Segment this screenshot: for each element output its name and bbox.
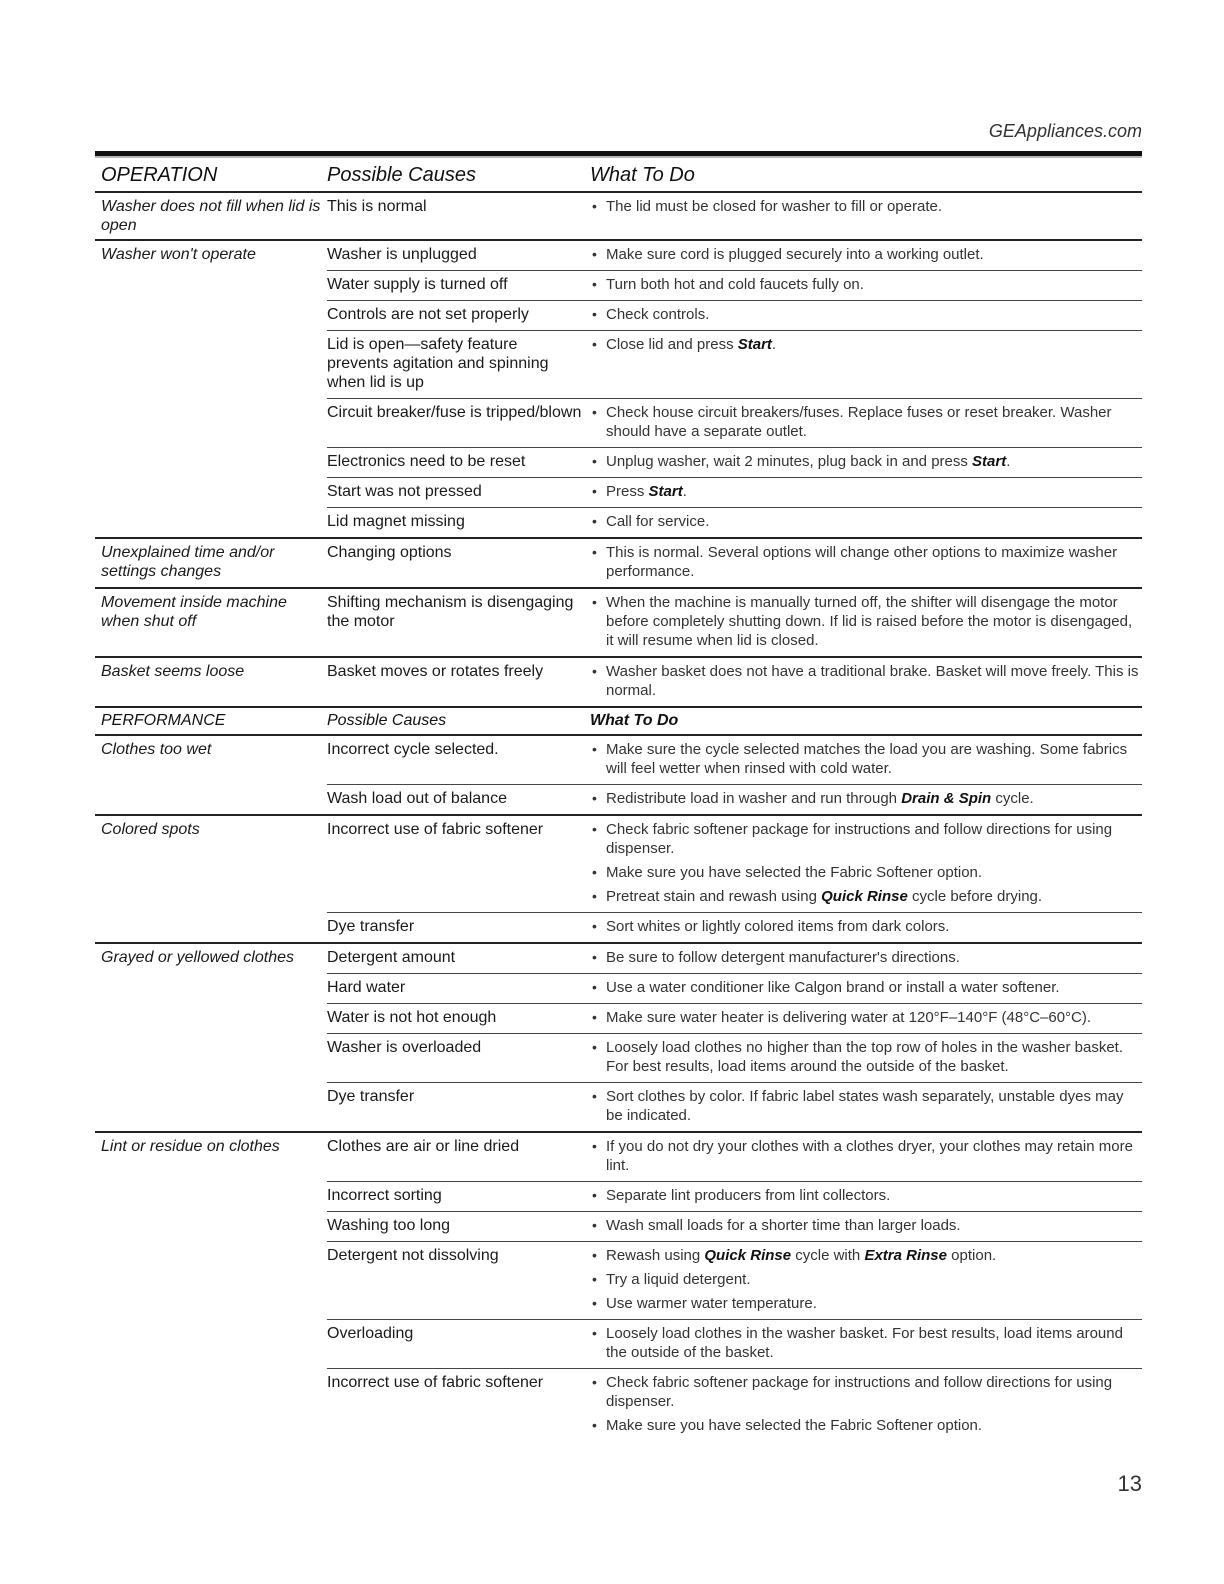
action-text: Make sure cord is plugged securely into a working outlet. (606, 246, 984, 263)
action-text: Try a liquid detergent. (606, 1271, 751, 1288)
table-row (327, 539, 1142, 587)
what-to-do-list (590, 403, 1142, 441)
what-to-do-list (590, 335, 1142, 354)
bullet-icon: • (592, 1374, 597, 1390)
what-to-do-list (590, 543, 1142, 581)
table-row (327, 300, 1142, 330)
possible-cause: Lid is open—safety feature prevents agitation and spinning when lid is up (327, 336, 549, 391)
action-text: Make sure you have selected the Fabric Softener option. (606, 864, 983, 881)
cause-rows (327, 589, 1142, 656)
bullet-icon: • (592, 544, 597, 560)
possible-cause: Hard water (327, 979, 406, 996)
operation-heading: OPERATION (101, 164, 218, 186)
action-text: If you do not dry your clothes with a clothes dryer, your clothes may retain more lint. (606, 1138, 1133, 1174)
bullet-icon: • (592, 453, 597, 469)
bullet-icon: • (592, 404, 597, 420)
cause-rows (327, 241, 1142, 537)
bullet-icon: • (592, 336, 597, 352)
action-text: Make sure water heater is delivering water at 120°F–140°F (48°C–60°C). (606, 1009, 1092, 1026)
action-text: Press (606, 483, 649, 500)
table-row (327, 241, 1142, 270)
what-to-do-list (590, 978, 1142, 997)
cause-rows (327, 1133, 1142, 1441)
possible-cause: Detergent amount (327, 949, 456, 966)
possible-cause: Detergent not dissolving (327, 1247, 499, 1264)
what-to-do-list (590, 452, 1142, 471)
what-to-do-list (590, 1137, 1142, 1175)
emphasis-text: Quick Rinse (704, 1247, 792, 1264)
problem-group (95, 239, 1142, 537)
problem-label: Colored spots (101, 821, 200, 838)
bullet-icon: • (592, 918, 597, 934)
what-to-do-item (590, 1038, 1142, 1076)
what-to-do-list (590, 1373, 1142, 1435)
what-to-do-list (590, 512, 1142, 531)
table-row (327, 330, 1142, 398)
problem-label: Lint or residue on clothes (101, 1138, 280, 1155)
bullet-icon: • (592, 1417, 597, 1433)
what-to-do-item (590, 1294, 1142, 1313)
action-text: Rewash using (606, 1247, 705, 1264)
action-text: Make sure the cycle selected matches the load you are washing. Some fabrics will feel wetter when rinsed with cold water. (606, 741, 1128, 777)
action-text: The lid must be closed for washer to fill or operate. (606, 198, 942, 215)
problem-label: Grayed or yellowed clothes (101, 949, 294, 966)
possible-cause: Basket moves or rotates freely (327, 663, 544, 680)
action-text: Use warmer water temperature. (606, 1295, 817, 1312)
possible-cause: Dye transfer (327, 1088, 415, 1105)
problem-group (95, 656, 1142, 706)
what-to-do-item (590, 275, 1142, 294)
possible-cause: Wash load out of balance (327, 790, 507, 807)
possible-cause: Changing options (327, 544, 452, 561)
action-text: Sort clothes by color. If fabric label states wash separately, unstable dyes may be indicated. (606, 1088, 1124, 1124)
possible-cause: Overloading (327, 1325, 414, 1342)
what-to-do-item (590, 1246, 1142, 1265)
what-to-do-item (590, 978, 1142, 997)
bullet-icon: • (592, 1217, 597, 1233)
bullet-icon: • (592, 246, 597, 262)
possible-cause: Circuit breaker/fuse is tripped/blown (327, 404, 582, 421)
what-to-do-item (590, 887, 1142, 906)
what-to-do-item (590, 1137, 1142, 1175)
table-row (327, 1033, 1142, 1082)
possible-cause: Incorrect cycle selected. (327, 741, 499, 758)
operation-section (95, 193, 1142, 706)
bullet-icon: • (592, 306, 597, 322)
what-to-do-list (590, 1186, 1142, 1205)
action-text: . (771, 336, 777, 353)
what-to-do-list (590, 820, 1142, 906)
what-to-do-item (590, 593, 1142, 650)
what-to-do-item (590, 403, 1142, 441)
header-rule (95, 151, 1142, 158)
what-to-do-list (590, 789, 1142, 808)
operation-header-row (95, 158, 1142, 193)
bullet-icon: • (592, 483, 597, 499)
table-row (327, 912, 1142, 942)
possible-cause: Water is not hot enough (327, 1009, 497, 1026)
table-row (327, 193, 1142, 222)
what-to-do-item (590, 820, 1142, 858)
bullet-icon: • (592, 821, 597, 837)
what-to-do-item (590, 482, 1142, 501)
bullet-icon: • (592, 1009, 597, 1025)
bullet-icon: • (592, 1088, 597, 1104)
cause-rows (327, 539, 1142, 587)
emphasis-text: Start (737, 336, 772, 353)
action-text: Call for service. (606, 513, 710, 530)
what-to-do-item (590, 335, 1142, 354)
action-text: Be sure to follow detergent manufacturer's directions. (606, 949, 960, 966)
table-row (327, 1241, 1142, 1319)
action-text: Turn both hot and cold faucets fully on. (606, 276, 864, 293)
possible-cause: Washing too long (327, 1217, 451, 1234)
what-to-do-item (590, 543, 1142, 581)
table-row (327, 944, 1142, 973)
bullet-icon: • (592, 790, 597, 806)
bullet-icon: • (592, 888, 597, 904)
what-to-do-list (590, 1216, 1142, 1235)
bullet-icon: • (592, 1247, 597, 1263)
what-to-do-list (590, 740, 1142, 778)
action-text: Separate lint producers from lint collectors. (606, 1187, 891, 1204)
possible-cause: Water supply is turned off (327, 276, 508, 293)
cause-rows (327, 816, 1142, 942)
possible-cause: Incorrect use of fabric softener (327, 821, 544, 838)
bullet-icon: • (592, 1271, 597, 1287)
what-to-do-list (590, 1246, 1142, 1313)
table-row (327, 1082, 1142, 1131)
what-to-do-item (590, 1186, 1142, 1205)
cause-rows (327, 944, 1142, 1131)
bullet-icon: • (592, 1039, 597, 1055)
action-text: Check controls. (606, 306, 710, 323)
bullet-icon: • (592, 949, 597, 965)
what-to-do-item (590, 452, 1142, 471)
performance-section (95, 736, 1142, 1441)
possible-cause: Washer is unplugged (327, 246, 477, 263)
what-to-do-item (590, 1216, 1142, 1235)
problem-group (95, 193, 1142, 239)
what-to-do-heading: What To Do (590, 164, 695, 186)
table-row (327, 1211, 1142, 1241)
performance-heading: PERFORMANCE (101, 712, 226, 729)
what-to-do-list (590, 1038, 1142, 1076)
what-to-do-item (590, 917, 1142, 936)
action-text: Loosely load clothes no higher than the top row of holes in the washer basket. For best results, load items around the outside of the basket. (606, 1039, 1123, 1075)
possible-causes-heading: Possible Causes (327, 164, 476, 186)
what-to-do-item (590, 863, 1142, 882)
cause-rows (327, 193, 1142, 239)
bullet-icon: • (592, 663, 597, 679)
what-to-do-item (590, 740, 1142, 778)
action-text: When the machine is manually turned off, the shifter will disengage the motor before completely shutting down. If lid is raised before the motor is disengaged, it will resume when lid is closed. (606, 594, 1133, 649)
bullet-icon: • (592, 1295, 597, 1311)
bullet-icon: • (592, 1325, 597, 1341)
performance-what-to-do-heading: What To Do (590, 712, 679, 729)
what-to-do-item (590, 948, 1142, 967)
bullet-icon: • (592, 513, 597, 529)
what-to-do-item (590, 789, 1142, 808)
bullet-icon: • (592, 276, 597, 292)
problem-group (95, 537, 1142, 587)
action-text: Make sure you have selected the Fabric Softener option. (606, 1417, 983, 1434)
problem-label: Basket seems loose (101, 663, 245, 680)
table-row (327, 973, 1142, 1003)
problem-label: Clothes too wet (101, 741, 212, 758)
table-row (327, 507, 1142, 537)
table-row (327, 1003, 1142, 1033)
cause-rows (327, 736, 1142, 814)
table-row (327, 1319, 1142, 1368)
what-to-do-item (590, 1087, 1142, 1125)
table-row (327, 447, 1142, 477)
site-url: GEAppliances.com (988, 121, 1142, 141)
table-row (327, 398, 1142, 447)
what-to-do-list (590, 948, 1142, 967)
what-to-do-item (590, 1416, 1142, 1435)
action-text: Loosely load clothes in the washer basket. For best results, load items around the outside of the basket. (606, 1325, 1123, 1361)
possible-cause: Clothes are air or line dried (327, 1138, 520, 1155)
what-to-do-item (590, 1324, 1142, 1362)
action-text: Check fabric softener package for instructions and follow directions for using dispenser. (606, 1374, 1113, 1410)
possible-cause: This is normal (327, 198, 427, 215)
problem-group (95, 587, 1142, 656)
bullet-icon: • (592, 1187, 597, 1203)
what-to-do-item (590, 245, 1142, 264)
action-text: Washer basket does not have a traditional brake. Basket will move freely. This is normal. (606, 663, 1139, 699)
problem-label: Washer won't operate (101, 246, 256, 263)
what-to-do-item (590, 1270, 1142, 1289)
what-to-do-item (590, 305, 1142, 324)
what-to-do-list (590, 245, 1142, 264)
possible-cause: Shifting mechanism is disengaging the motor (327, 594, 574, 630)
table-row (327, 1181, 1142, 1211)
what-to-do-item (590, 662, 1142, 700)
performance-possible-causes-heading: Possible Causes (327, 712, 447, 729)
action-text: Close lid and press (606, 336, 738, 353)
table-row (327, 477, 1142, 507)
what-to-do-list (590, 482, 1142, 501)
action-text: cycle with (791, 1247, 865, 1264)
what-to-do-list (590, 305, 1142, 324)
table-row (327, 589, 1142, 656)
what-to-do-list (590, 593, 1142, 650)
problem-group (95, 814, 1142, 942)
bullet-icon: • (592, 864, 597, 880)
possible-cause: Dye transfer (327, 918, 415, 935)
problem-group (95, 1131, 1142, 1441)
problem-label: Unexplained time and/or settings changes (101, 544, 275, 580)
what-to-do-list (590, 1008, 1142, 1027)
performance-header-row (95, 706, 1142, 736)
cause-rows (327, 658, 1142, 706)
page-number: 13 (1117, 1471, 1142, 1496)
what-to-do-item (590, 197, 1142, 216)
table-row (327, 658, 1142, 706)
what-to-do-list (590, 197, 1142, 216)
possible-cause: Incorrect use of fabric softener (327, 1374, 544, 1391)
table-row (327, 1133, 1142, 1181)
problem-label: Movement inside machine when shut off (101, 594, 287, 630)
what-to-do-list (590, 1324, 1142, 1362)
table-row (327, 816, 1142, 912)
possible-cause: Controls are not set properly (327, 306, 529, 323)
possible-cause: Lid magnet missing (327, 513, 465, 530)
emphasis-text: Quick Rinse (821, 888, 908, 905)
action-text: Wash small loads for a shorter time than larger loads. (606, 1217, 961, 1234)
what-to-do-list (590, 275, 1142, 294)
bullet-icon: • (592, 594, 597, 610)
emphasis-text: Extra Rinse (864, 1247, 947, 1264)
what-to-do-list (590, 1087, 1142, 1125)
problem-group (95, 736, 1142, 814)
emphasis-text: Start (972, 453, 1007, 470)
action-text: This is normal. Several options will change other options to maximize washer performance. (606, 544, 1118, 580)
problem-label: Washer does not fill when lid is open (101, 198, 321, 234)
table-row (327, 270, 1142, 300)
action-text: option. (947, 1247, 997, 1264)
problem-group (95, 942, 1142, 1131)
table-row (327, 784, 1142, 814)
what-to-do-list (590, 662, 1142, 700)
action-text: cycle. (991, 790, 1034, 807)
possible-cause: Start was not pressed (327, 483, 482, 500)
action-text: . (682, 483, 687, 500)
what-to-do-item (590, 1008, 1142, 1027)
table-row (327, 736, 1142, 784)
table-row (327, 1368, 1142, 1441)
possible-cause: Incorrect sorting (327, 1187, 442, 1204)
bullet-icon: • (592, 741, 597, 757)
action-text: . (1006, 453, 1011, 470)
possible-cause: Washer is overloaded (327, 1039, 482, 1056)
troubleshooting-table (95, 151, 1142, 1441)
bullet-icon: • (592, 1138, 597, 1154)
action-text: Check fabric softener package for instructions and follow directions for using dispenser. (606, 821, 1113, 857)
action-text: Check house circuit breakers/fuses. Replace fuses or reset breaker. Washer should have a separate outlet. (606, 404, 1112, 440)
emphasis-text: Start (648, 483, 683, 500)
action-text: Unplug washer, wait 2 minutes, plug back in and press (606, 453, 973, 470)
what-to-do-item (590, 1373, 1142, 1411)
action-text: Redistribute load in washer and run through (606, 790, 902, 807)
action-text: Pretreat stain and rewash using (606, 888, 822, 905)
action-text: Sort whites or lightly colored items from dark colors. (606, 918, 950, 935)
what-to-do-list (590, 917, 1142, 936)
possible-cause: Electronics need to be reset (327, 453, 526, 470)
action-text: Use a water conditioner like Calgon brand or install a water softener. (606, 979, 1060, 996)
emphasis-text: Drain & Spin (901, 790, 992, 807)
what-to-do-item (590, 512, 1142, 531)
action-text: cycle before drying. (907, 888, 1043, 905)
bullet-icon: • (592, 979, 597, 995)
bullet-icon: • (592, 198, 597, 214)
